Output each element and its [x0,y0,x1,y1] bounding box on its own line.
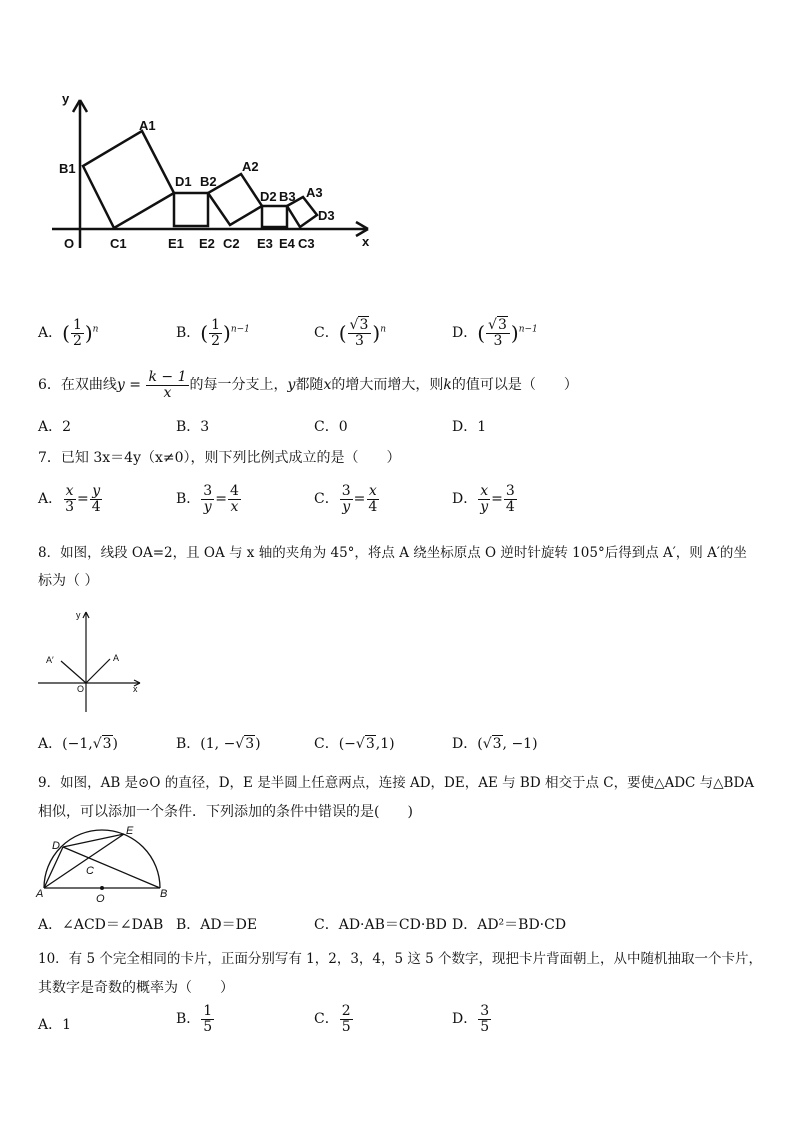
label-b3: B3 [279,189,296,204]
label-c2: C2 [223,236,240,251]
q6-option-a[interactable]: A．2 [38,419,72,435]
q6-option-d[interactable]: D．1 [452,419,487,435]
label-d1: D1 [175,174,192,189]
q7-option-d[interactable]: D． $\frac{x}{y}$ = $\frac{3}{4}$ [452,483,515,515]
label-b1: B1 [59,161,76,176]
q8-option-d[interactable]: D．(√3, −1) [452,736,538,752]
q8-stem-line1: 8．如图，线段 OA=2，且 OA 与 x 轴的夹角为 45°，将点 A 绕坐标原点 O 逆时针旋转 105°后得到点 A′，则 A′的坐 [38,545,747,561]
q5-option-b[interactable]: B．( $\frac{1}{2}$ )$^{n-1}$ [176,317,250,349]
origin-label: O [77,684,85,694]
x-axis-label: x [133,684,138,694]
center-point [100,886,104,890]
label-e4: E4 [279,236,295,251]
q8-option-b[interactable]: B．(1, −√3) [176,736,261,752]
q9-option-c[interactable]: C．AD·AB＝CD·BD [314,917,447,933]
semicircle-figure [34,824,174,904]
q10-option-c[interactable]: C． $\frac{2}{5}$ [314,1003,351,1035]
square-sequence-figure [40,85,390,260]
label-e1: E1 [168,236,184,251]
label-b: B [160,888,168,900]
label-c: C [86,865,94,877]
point-a-label: A [113,653,120,663]
q9-option-b[interactable]: B．AD＝DE [176,917,258,933]
x-axis-label: x [362,234,370,249]
label-o: O [96,893,105,904]
y-axis-label: y [62,91,70,106]
segment-oa [86,659,110,683]
label-c1: C1 [110,236,127,251]
label-d3: D3 [318,208,335,223]
label-a3: A3 [306,185,323,200]
q7-option-c[interactable]: C． $\frac{3}{y}$ = $\frac{x}{4}$ [314,483,378,515]
q9-option-a[interactable]: A．∠ACD＝∠DAB [38,917,164,933]
square-2 [174,193,208,226]
q7-option-b[interactable]: B． $\frac{3}{y}$ = $\frac{4}{x}$ [176,483,239,515]
q10-stem-line2: 其数字是奇数的概率为（ ） [38,980,234,996]
square-1 [83,131,174,228]
q8-option-a[interactable]: A．(−1,√3) [38,736,118,752]
label-a2: A2 [242,159,259,174]
q5-option-d[interactable]: D．( $\frac{√3}{3}$ )$^{n-1}$ [452,317,538,349]
q10-option-b[interactable]: B． $\frac{1}{5}$ [176,1003,213,1035]
q8-stem-line2: 标为（ ） [38,573,99,589]
q10-option-d[interactable]: D． $\frac{3}{5}$ [452,1003,490,1035]
label-a: A [36,888,44,900]
y-axis-label: y [76,610,81,620]
rotation-figure [36,608,146,714]
label-c3: C3 [298,236,315,251]
q6-option-b[interactable]: B．3 [176,419,210,435]
q6-option-c[interactable]: C．0 [314,419,348,435]
q7-stem: 7．已知 3x＝4y（x≠0），则下列比例式成立的是（ ） [38,450,401,466]
q9-option-d[interactable]: D．AD²＝BD·CD [452,917,567,933]
label-e2: E2 [199,236,215,251]
q7-option-a[interactable]: A． $\frac{x}{3}$ = $\frac{y}{4}$ [38,483,101,515]
q9-stem-line2: 相似，可以添加一个条件．下列添加的条件中错误的是( ) [38,804,413,820]
q5-option-a[interactable]: A．( $\frac{1}{2}$ )$^n$ [38,317,99,349]
segment-bd [63,847,160,888]
square-4 [262,206,287,227]
q9-stem-line1: 9．如图，AB 是⊙O 的直径，D，E 是半圆上任意两点，连接 AD，DE，AE 与 BD 相交于点 C，要使△ADC 与△BDA [38,775,755,791]
q8-option-c[interactable]: C．(−√3,1) [314,736,395,752]
point-a-prime-label: A′ [46,655,54,665]
q10-option-a[interactable]: A．1 [38,1017,72,1033]
label-d: D [52,840,60,852]
origin-label: O [64,236,75,251]
label-b2: B2 [200,174,217,189]
label-e3: E3 [257,236,273,251]
q10-stem-line1: 10．有 5 个完全相同的卡片，正面分别写有 1，2，3，4，5 这 5 个数字，现把卡片背面朝上，从中随机抽取一个卡片， [38,951,763,967]
label-a1: A1 [139,118,156,133]
q6-stem: 6．在双曲线y = $\frac{k - 1}{x}$ 的每一分支上，y都随x的增大而增大，则k的值可以是（ ） [38,369,578,401]
label-d2: D2 [260,189,277,204]
q5-option-c[interactable]: C．( $\frac{√3}{3}$ )$^n$ [314,317,386,349]
label-e: E [126,825,134,837]
segment-oa-prime [61,661,86,683]
